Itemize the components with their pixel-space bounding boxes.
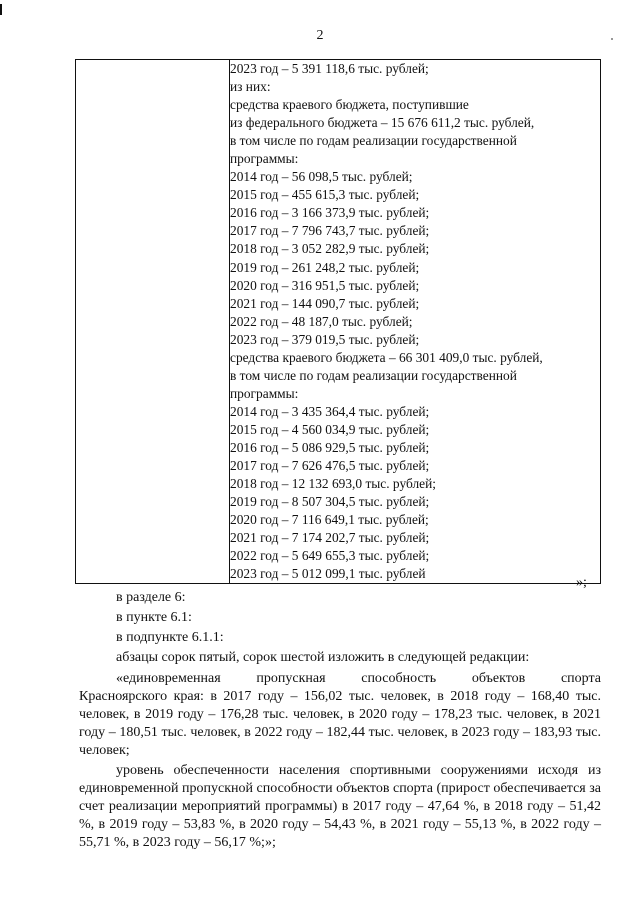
budget-table: [75, 59, 601, 584]
table-line: 2014 год – 56 098,5 тыс. рублей;: [230, 169, 413, 185]
closing-quote: »;: [576, 575, 587, 590]
point-line: в пункте 6.1:: [116, 610, 192, 625]
table-line: 2015 год – 4 560 034,9 тыс. рублей;: [230, 421, 430, 437]
table-line: 2021 год – 7 174 202,7 тыс. рублей;: [230, 530, 430, 546]
table-line: программы:: [230, 151, 299, 167]
section-line: в разделе 6:: [116, 590, 186, 605]
table-line: 2021 год – 144 090,7 тыс. рублей;: [230, 295, 420, 311]
table-line: 2018 год – 12 132 693,0 тыс. рублей;: [230, 476, 436, 492]
table-line: 2019 год – 261 248,2 тыс. рублей;: [230, 259, 420, 275]
paragraph-body: Красноярского края: в 2017 году – 156,02 тыс. человек, в 2018 году – 168,40 тыс. человек, в 2019 году – 176,28 тыс. человек, в 2020 году – 178,23 тыс. человек, в 2021 году – 180,51 тыс. человек, в 2022 году – 182,44 тыс. человек, в 2023 году – 183,93 тыс. человек;: [79, 689, 601, 758]
table-line: средства краевого бюджета – 66 301 409,0 тыс. рублей,: [230, 349, 543, 365]
table-line: 2016 год – 3 166 373,9 тыс. рублей;: [230, 205, 430, 221]
paragraph-first-line: «единовременная пропускная способность объектов спорта: [116, 671, 601, 686]
intro-line: абзацы сорок пятый, сорок шестой изложить в следующей редакции:: [116, 650, 530, 665]
table-right-cell: [230, 60, 601, 584]
table-line: 2015 год – 455 615,3 тыс. рублей;: [230, 187, 420, 203]
scan-edge-mark: [0, 4, 2, 15]
table-line: 2023 год – 5 391 118,6 тыс. рублей;: [230, 61, 429, 76]
table-line: 2023 год – 379 019,5 тыс. рублей;: [230, 331, 420, 347]
table-line: 2022 год – 5 649 655,3 тыс. рублей;: [230, 548, 430, 564]
paragraph-capacity: [79, 670, 601, 760]
table-line: в том числе по годам реализации государственной: [230, 367, 517, 383]
table-line: 2019 год – 8 507 304,5 тыс. рублей;: [230, 494, 430, 510]
subpoint-line: в подпункте 6.1.1:: [116, 630, 224, 645]
table-line: 2022 год – 48 187,0 тыс. рублей;: [230, 313, 413, 329]
table-line: 2018 год – 3 052 282,9 тыс. рублей;: [230, 241, 430, 257]
table-line: 2014 год – 3 435 364,4 тыс. рублей;: [230, 403, 430, 419]
table-line: из них:: [230, 79, 271, 95]
table-left-cell: [76, 60, 230, 584]
amendment-text: [79, 588, 601, 852]
table-line: 2020 год – 316 951,5 тыс. рублей;: [230, 277, 420, 293]
table-line: 2023 год – 5 012 099,1 тыс. рублей: [230, 566, 426, 582]
table-line: 2017 год – 7 796 743,7 тыс. рублей;: [230, 223, 430, 239]
paragraph-provision: уровень обеспеченности населения спортивными сооружениями исходя из единовременной пропускной способности объектов спорта (прирост обеспечивается за счет реализации мероприятий программы) в 2017 году – 47,64 %, в 2018 году – 51,42 %, в 2019 году – 53,83 %, в 2020 году – 54,43 %, в 2021 году – 55,13 %, в 2022 году – 55,71 %, в 2023 году – 56,17 %;»;: [79, 763, 601, 850]
table-line: из федерального бюджета – 15 676 611,2 тыс. рублей,: [230, 115, 535, 131]
table-line: в том числе по годам реализации государственной: [230, 133, 517, 149]
table-line: 2020 год – 7 116 649,1 тыс. рублей;: [230, 512, 429, 528]
page-number: 2: [316, 28, 324, 43]
table-line: 2016 год – 5 086 929,5 тыс. рублей;: [230, 439, 430, 455]
table-line: программы:: [230, 385, 299, 401]
table-line: 2017 год – 7 626 476,5 тыс. рублей;: [230, 458, 430, 474]
table-row: [76, 60, 601, 584]
table-line: средства краевого бюджета, поступившие: [230, 97, 469, 113]
